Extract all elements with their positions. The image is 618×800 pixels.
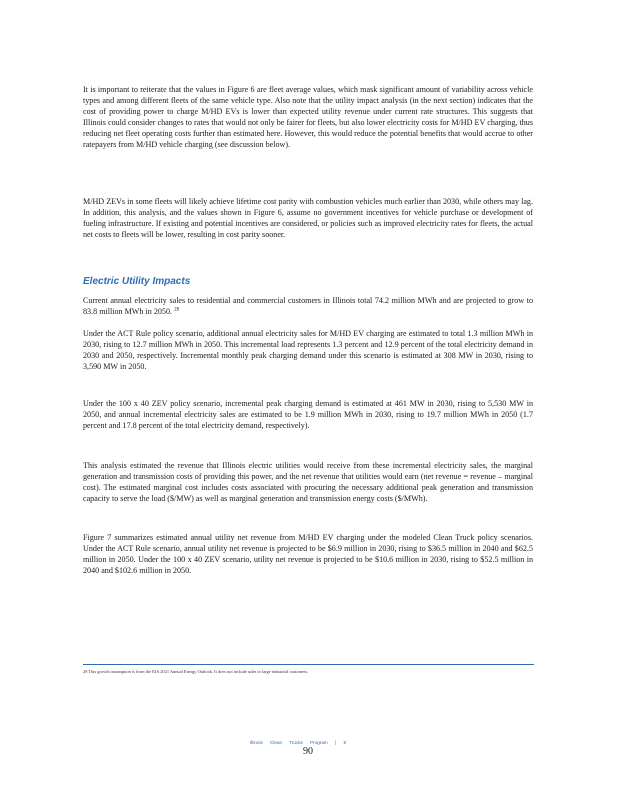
paragraph-cost-parity: M/HD ZEVs in some fleets will likely achieve lifetime cost parity with combustion vehicles much earlier than 2030, while others may lag. In addition, this analysis, and the values shown in Figure 6, assume no government incentives for vehicle purchase or development of fueling infrastructure. If existing and potential incentives are considered, or policies such as improved electricity rates for fleets, the actual net costs to fleets will be lower, resulting in cost parity sooner. [83, 197, 533, 240]
footnote-divider [83, 664, 534, 665]
page-number: 90 [303, 746, 313, 757]
paragraph-act-rule-scenario: Under the ACT Rule policy scenario, additional annual electricity sales for M/HD EV charging are estimated to total 1.3 million MWh in 2030, rising to 12.7 million MWh in 2050. This incremental load represents 1.3 percent and 12.9 percent of the total electricity demand in 2030 and 2050, respectively. Incremental monthly peak charging demand under this scenario is estimated at 308 MW in 2030, rising to 3,590 MW in 2050. [83, 329, 533, 372]
footnote-reference: 28 [174, 307, 180, 313]
paragraph-current-sales [83, 295, 533, 317]
paragraph-100x40-scenario: Under the 100 x 40 ZEV policy scenario, incremental peak charging demand is estimated at 461 MW in 2030, rising to 5,530 MW in 2050, and annual incremental electricity sales are estimated to be 1.9 million MWh in 2030, rising to 19.7 million MWh in 2050 (1.7 percent and 17.8 percent of the total electricity demand, respectively). [83, 399, 533, 431]
paragraph-fleet-average-values: It is important to reiterate that the values in Figure 6 are fleet average values, which mask significant amount of variability across vehicle types and among different fleets of the same vehicle type. Also note that the utility impact analysis (in the next section) indicates that the cost of providing power to charge M/HD EVs is lower than expected utility revenue under current rate structures. This suggests that Illinois could consider changes to rates that would not only be fairer for fleets, but also lower electricity costs for M/HD EV charging, thus reducing net fleet operating costs further than estimated here. However, this would reduce the potential benefits that would accrue to other ratepayers from M/HD vehicle charging (see discussion below). [83, 85, 533, 150]
paragraph-figure-7-summary: Figure 7 summarizes estimated annual utility net revenue from M/HD EV charging under the modeled Clean Truck policy scenarios. Under the ACT Rule scenario, annual utility net revenue is projected to be $6.9 million in 2030, rising to $36.5 million in 2040 and $62.5 million in 2050. Under the 100 x 40 ZEV scenario, utility net revenue is projected to be $10.6 million in 2030, rising to $52.5 million in 2040 and $102.6 million in 2050. [83, 533, 533, 576]
current-sales-text: Current annual electricity sales to residential and commercial customers in Illinois total 74.2 million MWh and are projected to grow to 83.8 million MWh in 2050. [83, 296, 533, 317]
paragraph-utility-revenue-analysis: This analysis estimated the revenue that Illinois electric utilities would receive from these incremental electricity sales, the marginal generation and transmission costs of providing this power, and the net revenue that utilities would earn (net revenue = revenue – marginal cost). The estimated marginal cost includes costs associated with procuring the necessary additional peak generation and transmission capacity to serve the load ($/MW) as well as marginal generation and transmission energy costs ($/MWh). [83, 461, 533, 504]
footer-program-label: Illinois Clean Trucks Program | 9 [250, 740, 347, 745]
footnote-28: 28 This growth assumption is from the EIA 2021 Annual Energy Outlook. It does not include sales to large industrial customers. [83, 669, 309, 674]
section-heading-electric-utility-impacts: Electric Utility Impacts [83, 276, 191, 287]
